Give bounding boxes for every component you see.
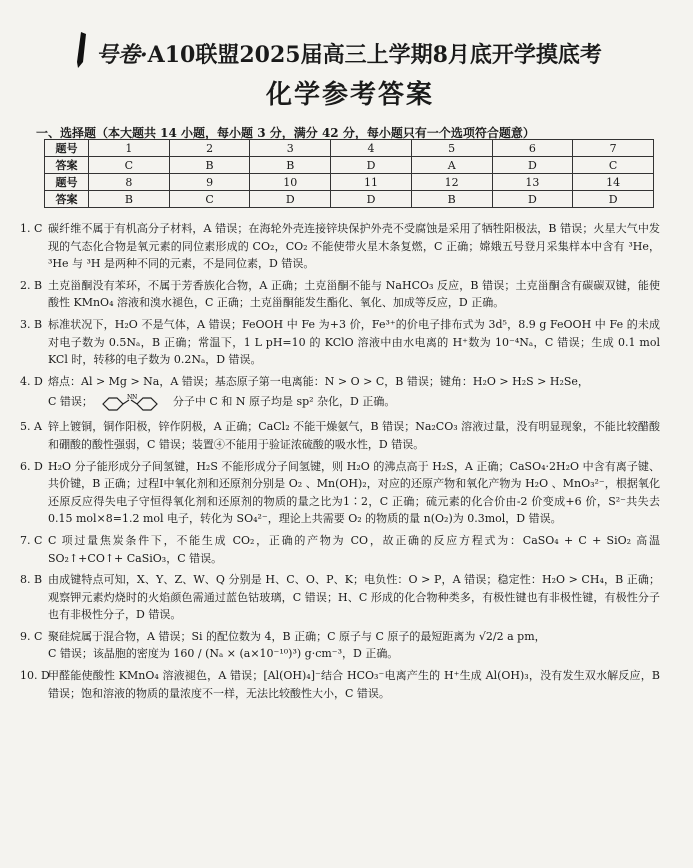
item-text: [48, 220, 660, 273]
item-number: 8. B: [20, 573, 43, 587]
item-text: [48, 628, 660, 663]
answer-cell: 3: [250, 140, 331, 157]
item-text: [48, 373, 660, 415]
answer-key-title: 化学参考答案: [265, 80, 434, 110]
item-text: [48, 458, 660, 528]
answer-cell: 7: [573, 140, 654, 157]
item-number: 5. A: [20, 420, 42, 434]
item-text-part: 由成键特点可知，X、Y、Z、W、Q 分别是 H、C、O、P、K；电负性：O > P，A 错误；稳定性：H₂O > CH₄，B 正确；观察钾元素灼烧时的火焰颜色需通过蓝色钴玻璃，C 错误；H、C 形成的化合物种类多，有极性键也有非极性键，有极性分子也有非极性分子，D 错误。: [48, 573, 660, 622]
item-text-part: 锌上镀铜，铜作阳极，锌作阴极，A 正确；CaCl₂ 不能干燥氨气，B 错误；Na₂CO₃ 溶液过量，没有明显现象，不能比较醋酸和硼酸的酸性强弱，C 错误；装置④不能用于验证浓硫酸的吸水性，D 错误。: [48, 420, 660, 451]
answer-cell: 13: [492, 174, 573, 191]
item-text: [48, 532, 660, 567]
item-text-part: C 错误；: [48, 395, 93, 409]
item-text: [48, 277, 660, 312]
exam-title-text: A10联盟2025届高三上学期8月底开学摸底考: [147, 42, 602, 68]
answer-table: [44, 139, 654, 208]
row-label: 题号: [45, 174, 89, 191]
item-number: 7. C: [20, 533, 43, 547]
item-number: 10. D: [20, 669, 50, 683]
answer-cell: D: [331, 191, 412, 208]
answer-cell: D: [331, 157, 412, 174]
item-text-part: 甲醛能使酸性 KMnO₄ 溶液褪色，A 错误；[Al(OH)₄]⁻结合 HCO₃⁻电离产生的 H⁺生成 Al(OH)₃，没有发生双水解反应，B 错误；饱和溶液的物质的量浓度不一样，无法比较酸性大小，C 错误。: [48, 669, 660, 700]
explanation-item: [20, 667, 660, 702]
answer-cell: B: [89, 191, 170, 208]
answer-cell: A: [411, 157, 492, 174]
answer-cell: C: [89, 157, 170, 174]
answer-cell: C: [169, 191, 250, 208]
explanation-item: [20, 628, 660, 663]
answer-table-row: [45, 174, 654, 191]
answer-cell: 1: [89, 140, 170, 157]
explanations: [20, 220, 660, 706]
answer-cell: 14: [573, 174, 654, 191]
answer-cell: B: [169, 157, 250, 174]
item-number: 9. C: [20, 629, 43, 643]
explanation-item: [20, 571, 660, 624]
row-label: 题号: [45, 140, 89, 157]
explanation-item: [20, 458, 660, 528]
item-number: 4. D: [20, 374, 43, 388]
svg-text:N: N: [126, 394, 133, 402]
item-number: 6. D: [20, 459, 43, 473]
answer-table-row: [45, 157, 654, 174]
item-text-part: 土克甾酮没有苯环，不属于芳香族化合物，A 正确；土克甾酮不能与 NaHCO₃ 反应，B 错误；土克甾酮含有碳碳双键，能使酸性 KMnO₄ 溶液和溴水褪色，C 正确；土克甾酮能发生酯化、氧化、加成等反应，D 正确。: [48, 278, 660, 310]
item-text: [48, 571, 660, 624]
answer-cell: 2: [169, 140, 250, 157]
answer-cell: 8: [89, 174, 170, 191]
brand-name: 号卷·: [96, 42, 148, 68]
answer-cell: C: [573, 157, 654, 174]
explanation-item: [20, 277, 660, 312]
answer-cell: 10: [250, 174, 331, 191]
item-text-part: 熔点：Al > Mg > Na，A 错误；基态原子第一电离能：N > O > C，B 错误；键角：H₂O > H₂S > H₂Se，: [48, 374, 589, 388]
item-text-part: 标准状况下，H₂O 不是气体，A 错误；FeOOH 中 Fe 为+3 价，Fe³⁺的价电子排布式为 3d⁵，8.9 g FeOOH 中 Fe 的未成对电子数为 0.5Nₐ，B 正确；常温下，1 L pH=10 的 KClO 溶液中由水电离的 H⁺数为 10⁻⁴Nₐ，C 错误；生成 0.1 mol KCl 时，转移的电子数为 0.2Nₐ，D 错误。: [48, 317, 660, 367]
item-text-part: H₂O 分子能形成分子间氢键，H₂S 不能形成分子间氢键，则 H₂O 的沸点高于 H₂S，A 正确；CaSO₄·2H₂O 中含有离子键、共价键，B 正确；过程Ⅰ中氧化剂和还原剂分别是 O₂ 、Mn(OH)₂，对应的还原产物和氧化产物为 H₂O 、MnO₃²⁻，根据氧化还原反应得失电子守恒得氧化剂和还原剂的物质的量之比为1∶2，C 正确；硫元素的化合价由-2 价变成+6 价，S²⁻共失去 0.15 mol×8=1.2 mol 电子，转化为 SO₄²⁻，理论上共需要 O₂ 的物质的量 n(O₂)为 0.3mol，D 错误。: [48, 459, 660, 526]
item-text-part: 分子中 C 和 N 原子均是 sp² 杂化，D 正确。: [172, 395, 396, 409]
svg-text:N: N: [131, 394, 138, 402]
explanation-item: [20, 316, 660, 369]
exam-title: [96, 38, 656, 69]
row-label: 答案: [45, 157, 89, 174]
item-text: [48, 418, 660, 453]
answer-table-row: [45, 140, 654, 157]
answer-cell: D: [250, 191, 331, 208]
answer-cell: 12: [411, 174, 492, 191]
item-text-part: 碳纤维不属于有机高分子材料，A 错误；在海轮外壳连接锌块保护外壳不受腐蚀是采用了牺牲阳极法，B 错误；火星大气中发现的气态化合物是氧元素的同位素形成的 CO₂，CO₂ 不能使带火星木条复燃，C 正确；嫦娥五号登月采集样本中含有 ³He，³He 与 ³H 是两种不同的元素，不是同位素，D 错误。: [48, 222, 660, 271]
item-text-part: C 项过量焦炭条件下，不能生成 CO₂，正确的产物为 CO，故正确的反应方程式为：CaSO₄ + C + SiO₂ 高温 SO₂↑+CO↑+ CaSiO₃，C 错误。: [48, 533, 660, 565]
item-number: 1. C: [20, 222, 43, 235]
answer-table-row: [45, 191, 654, 208]
section-title: 一、选择题（本大题共 14 小题，每小题 3 分，满分 42 分，每小题只有一个选项符合题意）: [36, 126, 535, 140]
answer-cell: D: [492, 191, 573, 208]
answer-cell: D: [492, 157, 573, 174]
answer-cell: B: [250, 157, 331, 174]
answer-cell: 9: [169, 174, 250, 191]
item-text-part: C 错误；该晶胞的密度为 160 / (Nₐ × (a×10⁻¹⁰)³) g·cm⁻³，D 正确。: [48, 647, 399, 661]
brush-logo-icon: [74, 32, 88, 70]
item-text-part: 聚硅烷属于混合物，A 错误；Si 的配位数为 4，B 正确；C 原子与 C 原子的最短距离为 √2/2 a pm，: [48, 629, 546, 643]
answer-cell: 6: [492, 140, 573, 157]
explanation-item: [20, 373, 660, 415]
explanation-item: [20, 532, 660, 567]
answer-cell: 4: [331, 140, 412, 157]
row-label: 答案: [45, 191, 89, 208]
answer-cell: 11: [331, 174, 412, 191]
item-text: [48, 667, 660, 702]
item-number: 3. B: [20, 317, 43, 331]
item-number: 2. B: [20, 278, 43, 292]
explanation-item: [20, 418, 660, 453]
explanation-item: [20, 220, 660, 273]
answer-cell: B: [411, 191, 492, 208]
item-text: [48, 316, 660, 369]
answer-cell: D: [573, 191, 654, 208]
azobenzene-structure-icon: [97, 390, 169, 414]
answer-cell: 5: [411, 140, 492, 157]
